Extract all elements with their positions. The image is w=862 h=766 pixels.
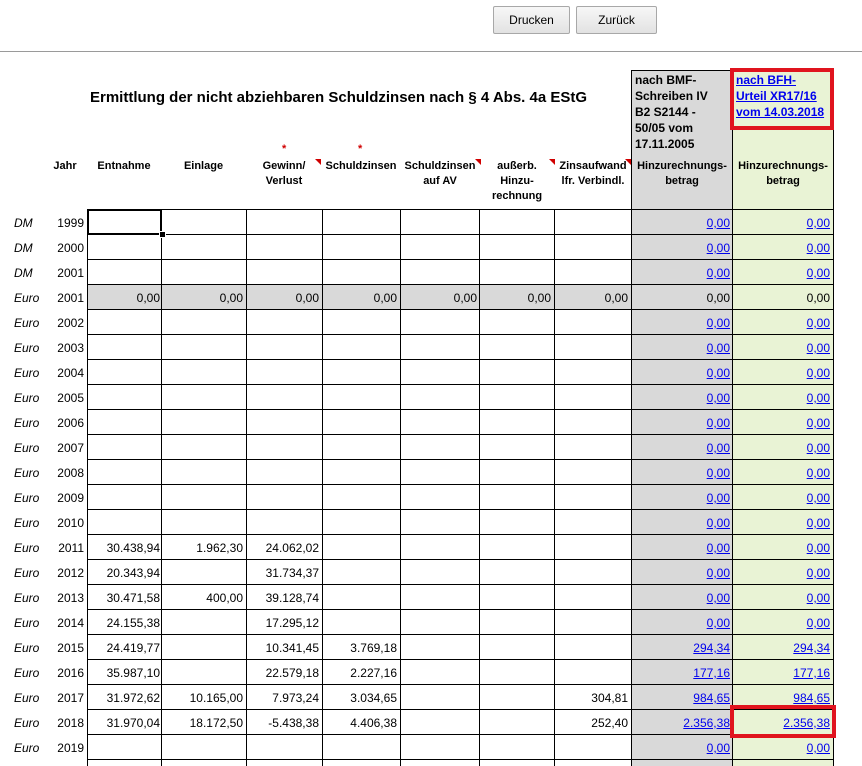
hinzu-link[interactable]: 0,00 [806,491,830,505]
cell-schuldzinsen[interactable]: 3.034,65 [350,691,397,705]
cell-zins[interactable]: 252,40 [591,716,628,730]
table-row [0,435,862,460]
cell-gewinn[interactable]: 24.062,02 [265,541,319,555]
bfh-header-line[interactable]: Urteil XR17/16 [736,89,817,103]
highlight-bfh-2018 [730,705,836,738]
col-header-line: Zinsaufwand [559,160,627,172]
col-header-zinsaufwand [555,159,631,189]
required-star: * [282,143,287,155]
bmf-header-line: Schreiben IV [635,89,708,103]
currency-unit: Euro [14,591,40,605]
cell-av: 0,00 [453,291,477,305]
cell-gewinn[interactable]: 17.295,12 [265,616,319,630]
hinzu-link[interactable]: 0,00 [706,566,730,580]
row-year: 2000 [57,241,84,255]
row-year: 2017 [57,691,84,705]
row-year: 2005 [57,391,84,405]
cell-hinzu-bfh[interactable] [807,441,830,455]
table-row [0,510,862,535]
hinzu-link[interactable]: 294,34 [793,641,830,655]
row-year: 2006 [57,416,84,430]
cell-hinzu-bfh[interactable] [807,416,830,430]
bmf-header-line: 17.11.2005 [635,137,695,151]
currency-unit: DM [14,241,33,255]
cell-hinzu-bfh[interactable] [807,266,830,280]
col-header-line: Hinzurechnungs- [637,160,727,172]
highlight-bfh-header [730,68,834,130]
cell-hinzu-bfh[interactable] [807,216,830,230]
cell-hinzu-bmf: 0,00 [706,291,730,305]
cell-hinzu-bfh[interactable] [807,316,830,330]
hinzu-link[interactable]: 0,00 [706,591,730,605]
col-header-line: Hinzurechnungs- [738,160,828,172]
cell-hinzu-bmf[interactable] [707,416,730,430]
table-row [0,735,862,760]
hinzu-link[interactable]: 0,00 [806,541,830,555]
cell-hinzu-bmf[interactable] [707,366,730,380]
cell-einlage[interactable]: 1.962,30 [196,541,243,555]
hinzu-link[interactable]: 0,00 [806,616,830,630]
cell-gewinn: 0,00 [295,291,319,305]
page-title: Ermittlung der nicht abziehbaren Schuldzinsen nach § 4 Abs. 4a EStG [90,89,588,106]
row-year: 2009 [57,491,84,505]
hinzu-link[interactable]: 0,00 [806,566,830,580]
row-year: 2011 [58,541,84,555]
currency-unit: Euro [14,416,40,430]
col-header-line: außerb. [497,160,537,172]
bfh-header-line[interactable]: vom 14.03.2018 [736,105,825,119]
table-row [0,385,862,410]
row-year: 2003 [57,341,84,355]
cell-ausserb: 0,00 [527,291,551,305]
bfh-header-line[interactable]: nach BFH- [736,73,796,87]
print-button[interactable]: Drucken [493,6,570,34]
cell-hinzu-bmf[interactable] [707,591,730,605]
hinzu-link[interactable]: 0,00 [706,216,730,230]
comment-marker-icon[interactable] [475,159,481,165]
table-row [0,585,862,610]
row-year: 2001 [57,266,84,280]
currency-unit: Euro [14,391,40,405]
cell-zins: 0,00 [604,291,628,305]
col-header-line: rechnung [491,190,543,202]
currency-unit: Euro [14,366,40,380]
comment-marker-icon[interactable] [315,159,321,165]
cell-hinzu-bmf[interactable] [707,616,730,630]
col-header-ausserb [481,159,553,204]
cell-gewinn[interactable]: 7.973,24 [272,691,319,705]
table-row [0,535,862,560]
currency-unit: Euro [14,316,40,330]
cell-einlage[interactable]: 18.172,50 [189,716,243,730]
cell-hinzu-bmf[interactable] [707,241,730,255]
cell-hinzu-bfh[interactable] [807,491,830,505]
cell-entnahme[interactable]: 20.343,94 [106,566,160,580]
row-year: 2012 [57,566,84,580]
currency-unit: Euro [14,666,40,680]
col-header-schuldzinsen: Schuldzinsen [325,160,397,172]
hinzu-link[interactable]: 0,00 [706,616,730,630]
table-row [0,260,862,285]
cell-hinzu-bmf[interactable] [707,216,730,230]
table-row [0,610,862,635]
hinzu-link[interactable]: 0,00 [706,466,730,480]
col-header-line: betrag [665,175,699,187]
col-header-gewinn [248,159,320,189]
row-year: 2015 [57,641,84,655]
hinzu-link[interactable]: 0,00 [806,416,830,430]
hinzu-link[interactable]: 0,00 [806,366,830,380]
cell-gewinn[interactable]: 31.734,37 [265,566,319,580]
fill-handle-icon[interactable] [159,231,166,238]
cell-entnahme[interactable]: 35.987,10 [106,666,160,680]
cell-gewinn[interactable]: 10.341,45 [265,641,319,655]
cell-entnahme[interactable]: 31.972,62 [106,691,160,705]
hinzu-link[interactable]: 0,00 [706,416,730,430]
table-row [0,235,862,260]
row-year: 2016 [57,666,84,680]
table-row [0,310,862,335]
table-row [0,285,862,310]
cell-einlage[interactable]: 400,00 [206,591,243,605]
row-year: 2013 [57,591,84,605]
hinzu-link[interactable]: 0,00 [706,241,730,255]
cell-schuldzinsen[interactable]: 4.406,38 [350,716,397,730]
currency-unit: Euro [14,291,40,305]
col-header-line: Verlust [265,175,303,187]
cell-gewinn[interactable]: 39.128,74 [265,591,319,605]
cell-hinzu-bmf[interactable] [707,541,730,555]
cell-hinzu-bfh[interactable] [793,666,830,680]
hinzu-link[interactable]: 2.356,38 [683,716,730,730]
hinzu-link[interactable]: 0,00 [806,316,830,330]
hinzu-link[interactable]: 0,00 [706,741,730,755]
back-button[interactable]: Zurück [576,6,657,34]
currency-unit: Euro [14,341,40,355]
hinzu-link[interactable]: 0,00 [706,366,730,380]
cell-hinzu-bfh[interactable] [807,591,830,605]
hinzu-link[interactable]: 0,00 [806,591,830,605]
bmf-header-line: B2 S2144 - [635,105,696,119]
cell-hinzu-bfh[interactable] [807,391,830,405]
hinzu-link[interactable]: 0,00 [706,491,730,505]
cell-schuldzinsen[interactable]: 3.769,18 [350,641,397,655]
cell-hinzu-bmf[interactable] [707,466,730,480]
table-row [0,360,862,385]
cell-hinzu-bfh[interactable] [807,741,830,755]
cell-schuldzinsen[interactable]: 2.227,16 [350,666,397,680]
comment-marker-icon[interactable] [625,159,631,165]
hinzu-link[interactable]: 0,00 [706,341,730,355]
hinzu-link[interactable]: 0,00 [706,391,730,405]
hinzu-link[interactable]: 0,00 [806,341,830,355]
hinzu-link[interactable]: 0,00 [806,741,830,755]
currency-unit: Euro [14,541,40,555]
row-year: 2019 [57,741,84,755]
cell-gewinn[interactable]: -5.438,38 [268,716,319,730]
cell-hinzu-bmf[interactable] [693,641,730,655]
hinzu-link[interactable]: 0,00 [806,216,830,230]
col-header-jahr: Jahr [53,160,77,172]
row-year: 2008 [57,466,84,480]
currency-unit: Euro [14,566,40,580]
hinzu-link[interactable]: 0,00 [706,441,730,455]
hinzu-link[interactable]: 0,00 [806,466,830,480]
row-year: 2010 [57,516,84,530]
col-header-einlage: Einlage [183,160,224,172]
col-header-line: lfr. Verbindl. [561,175,625,187]
currency-unit: DM [14,266,33,280]
hinzu-link[interactable]: 984,65 [793,691,830,705]
toolbar [0,0,862,52]
currency-unit: Euro [14,491,40,505]
cell-entnahme[interactable]: 24.155,38 [106,616,160,630]
row-year: 1999 [57,216,84,230]
cell-hinzu-bfh: 0,00 [806,291,830,305]
cell-hinzu-bfh[interactable] [807,241,830,255]
bmf-header-line: nach BMF- [635,73,697,87]
col-header-hinzu-bmf [632,159,732,189]
bmf-header-line: 50/05 vom [635,121,694,135]
currency-unit: Euro [14,641,40,655]
col-header-line: betrag [766,175,800,187]
table-row [0,560,862,585]
col-header-entnahme: Entnahme [97,160,151,172]
hinzu-link[interactable]: 0,00 [806,516,830,530]
hinzu-link[interactable]: 984,65 [693,691,730,705]
cell-hinzu-bmf[interactable] [683,716,730,730]
hinzu-link[interactable]: 0,00 [806,266,830,280]
currency-unit: Euro [14,616,40,630]
hinzu-link[interactable]: 0,00 [806,391,830,405]
cell-hinzu-bfh[interactable] [807,466,830,480]
table-row [0,485,862,510]
cell-hinzu-bmf[interactable] [707,516,730,530]
cell-entnahme[interactable]: 30.471,58 [106,591,160,605]
cell-einlage: 0,00 [219,291,243,305]
cell-hinzu-bfh[interactable] [793,691,830,705]
cell-hinzu-bfh[interactable] [807,541,830,555]
cell-hinzu-bfh[interactable] [807,516,830,530]
cell-hinzu-bfh[interactable] [807,566,830,580]
table-row [0,635,862,660]
table-row [0,410,862,435]
cell-gewinn[interactable]: 22.579,18 [265,666,319,680]
row-year: 2001 [57,291,84,305]
col-header-hinzu-bfh [733,159,833,189]
col-header-schuldzinsen-av [401,159,479,189]
cell-schuldzinsen: 0,00 [373,291,397,305]
cell-hinzu-bmf[interactable] [693,666,730,680]
hinzu-link[interactable]: 0,00 [806,441,830,455]
hinzu-link[interactable]: 177,16 [793,666,830,680]
comment-marker-icon[interactable] [549,159,555,165]
cell-hinzu-bfh[interactable] [807,366,830,380]
hinzu-link[interactable]: 177,16 [693,666,730,680]
cell-hinzu-bmf[interactable] [707,441,730,455]
currency-unit: DM [14,216,33,230]
currency-unit: Euro [14,691,40,705]
col-header-line: Gewinn/ [262,160,306,172]
required-star: * [358,143,363,155]
cell-entnahme[interactable]: 24.419,77 [106,641,160,655]
cell-hinzu-bmf[interactable] [693,691,730,705]
col-header-line: Schuldzinsen [404,160,476,172]
cell-entnahme[interactable]: 31.970,04 [106,716,160,730]
hinzu-link[interactable]: 0,00 [706,266,730,280]
cell-hinzu-bfh[interactable] [793,641,830,655]
currency-unit: Euro [14,466,40,480]
row-year: 2002 [57,316,84,330]
row-year: 2018 [57,716,84,730]
row-year: 2014 [57,616,84,630]
cell-einlage[interactable]: 10.165,00 [189,691,243,705]
cell-hinzu-bmf[interactable] [707,266,730,280]
cell-hinzu-bmf[interactable] [707,391,730,405]
cell-hinzu-bmf[interactable] [707,566,730,580]
hinzu-link[interactable]: 0,00 [806,241,830,255]
row-year: 2007 [57,441,84,455]
table-row [0,660,862,685]
currency-unit: Euro [14,441,40,455]
cell-entnahme: 0,00 [136,291,160,305]
cell-hinzu-bmf[interactable] [707,491,730,505]
cell-hinzu-bfh[interactable] [807,616,830,630]
currency-unit: Euro [14,516,40,530]
selected-cell[interactable] [87,209,162,235]
cell-entnahme[interactable]: 30.438,94 [106,541,160,555]
cell-zins[interactable]: 304,81 [591,691,628,705]
hinzu-link[interactable]: 0,00 [706,541,730,555]
col-header-line: auf AV [423,175,457,187]
col-header-line: Hinzu- [500,175,534,187]
hinzu-link[interactable]: 294,34 [693,641,730,655]
bmf-header [635,72,708,152]
currency-unit: Euro [14,716,40,730]
cell-hinzu-bmf[interactable] [707,341,730,355]
row-year: 2004 [57,366,84,380]
currency-unit: Euro [14,741,40,755]
hinzu-link[interactable]: 2.356,38 [783,716,830,730]
cell-hinzu-bmf[interactable] [707,316,730,330]
hinzu-link[interactable]: 0,00 [706,316,730,330]
table-row [0,335,862,360]
cell-hinzu-bmf[interactable] [707,741,730,755]
hinzu-link[interactable]: 0,00 [706,516,730,530]
cell-hinzu-bfh[interactable] [807,341,830,355]
table-row [0,460,862,485]
